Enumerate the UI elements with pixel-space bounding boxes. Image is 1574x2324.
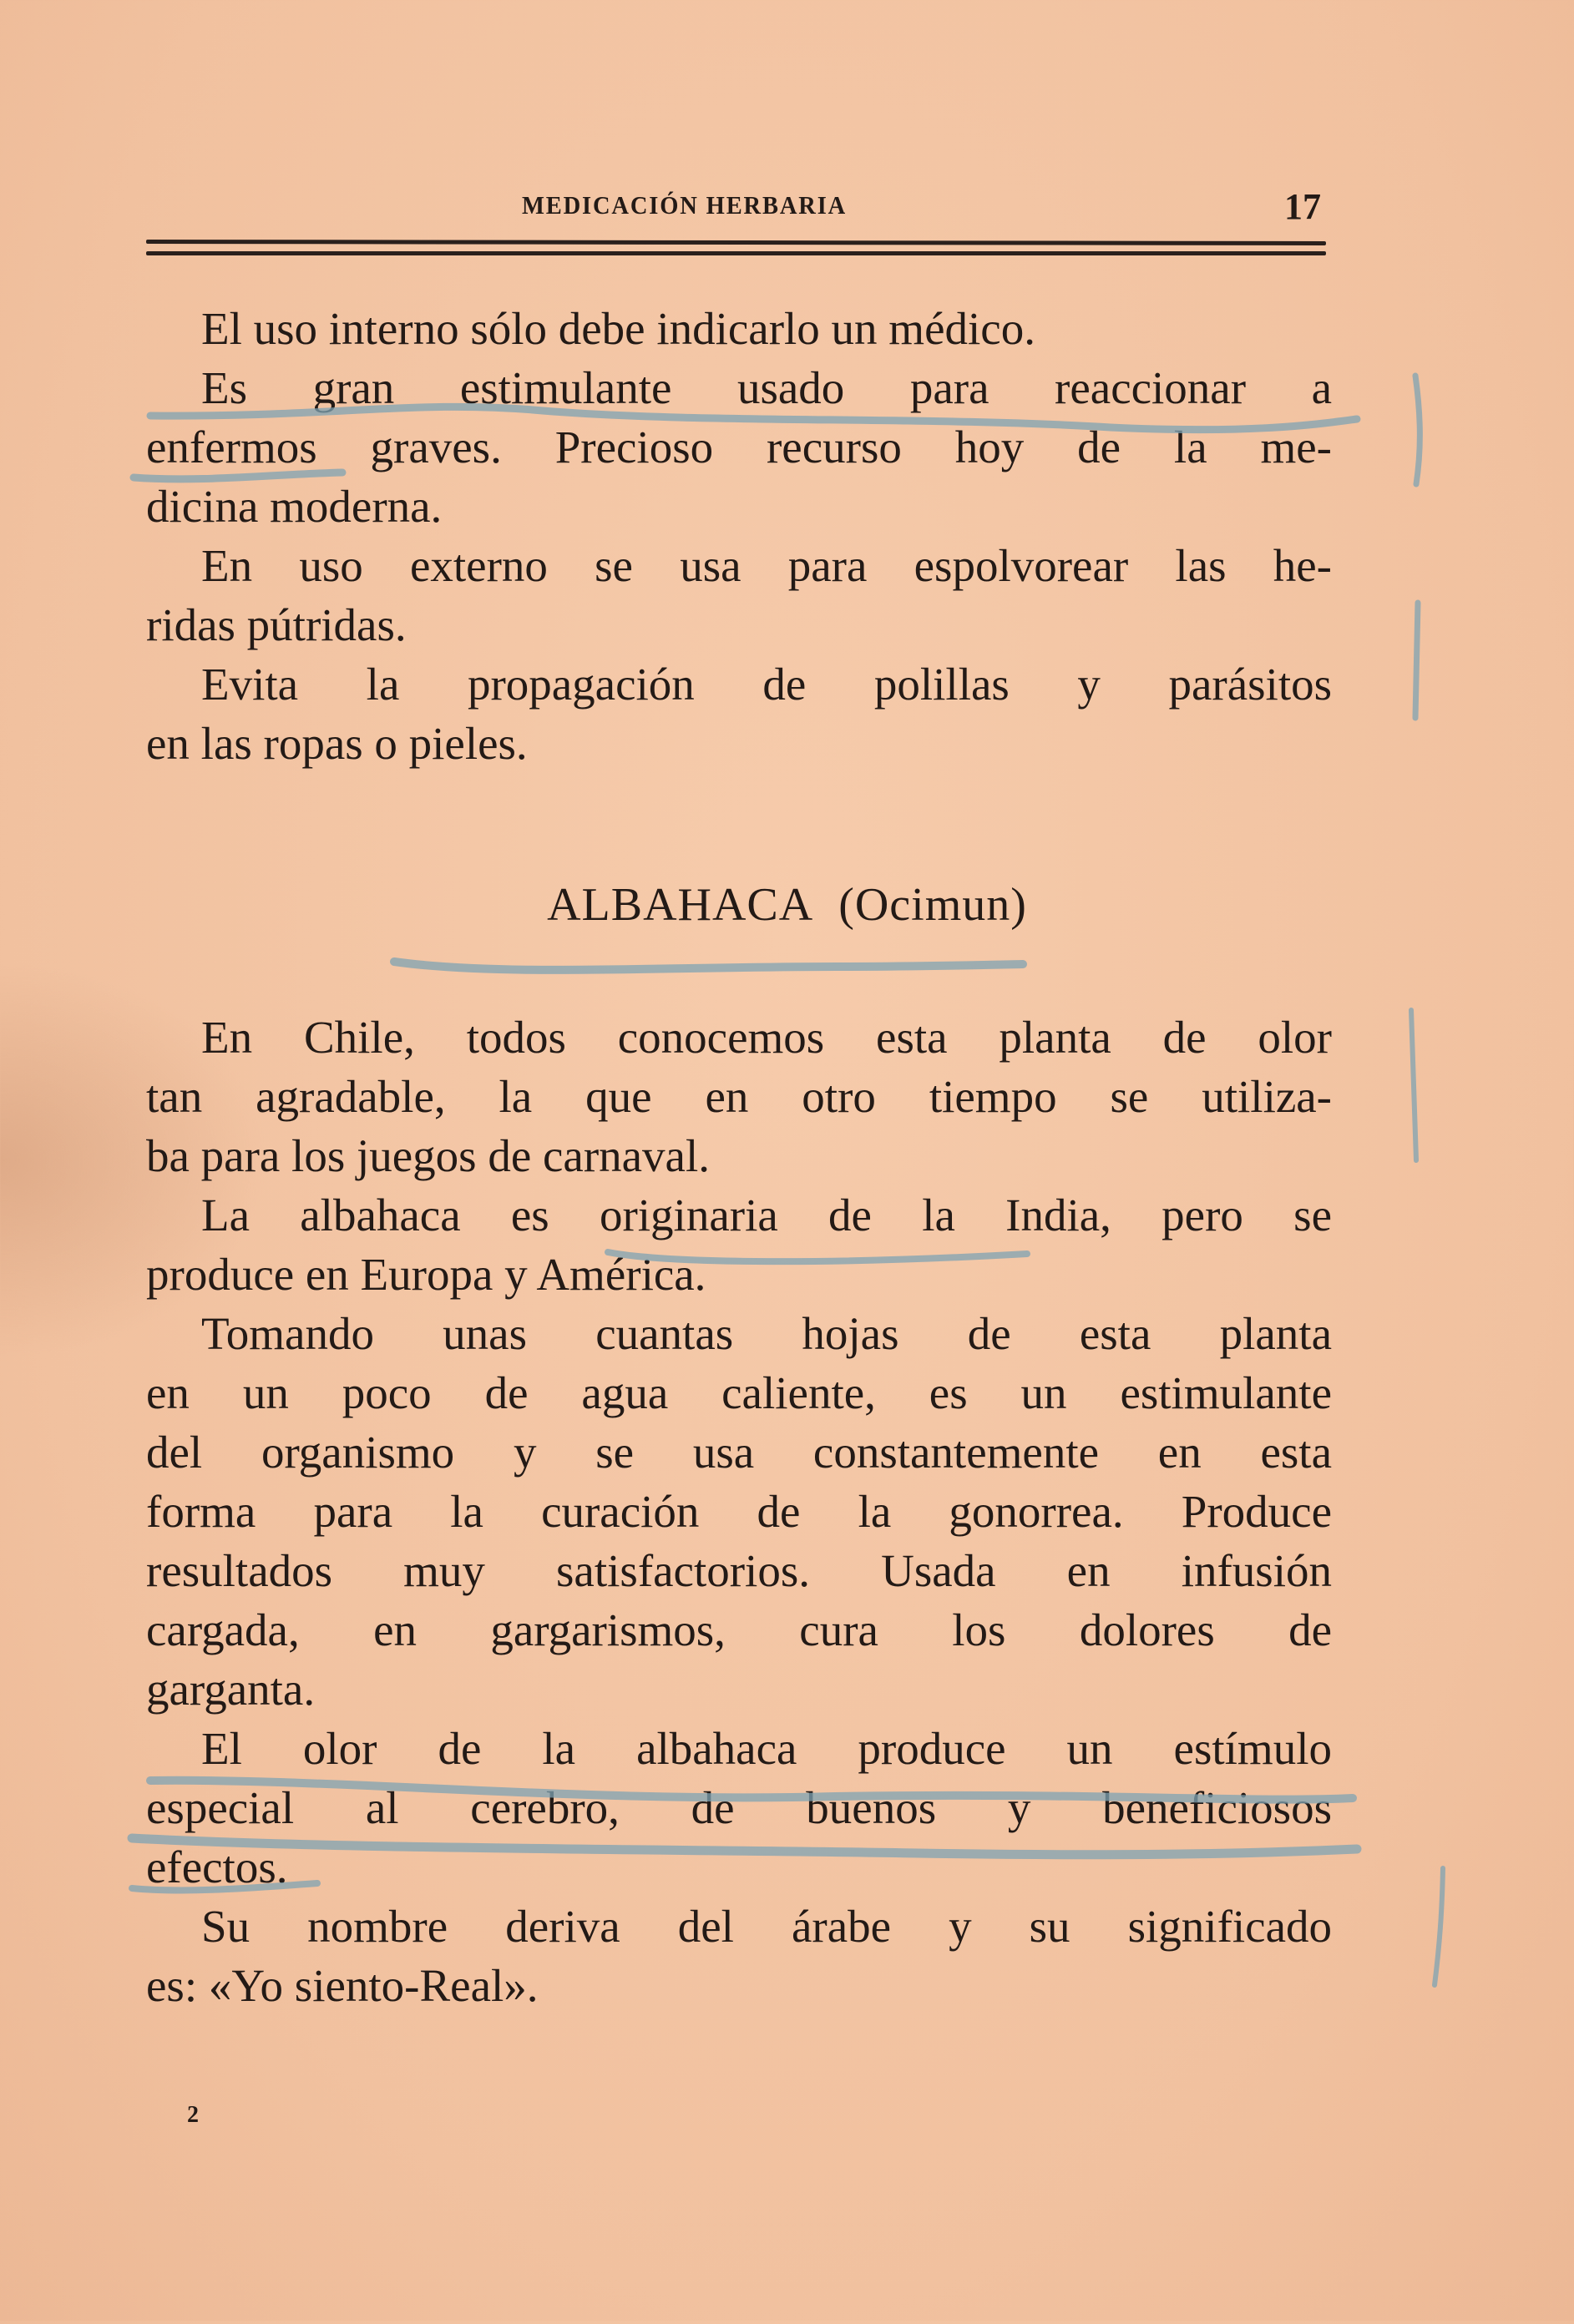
signature-mark: 2 <box>187 2102 199 2128</box>
text-line: resultados muy satisfactorios. Usada en infusión <box>146 1545 1332 1596</box>
pencil-margin-bar <box>1435 1868 1443 1985</box>
text-line: garganta. <box>146 1664 316 1715</box>
section-latin-name: (Ocimun) <box>838 879 1027 931</box>
section-title: ALBAHACA <box>547 879 814 931</box>
text-line: El uso interno sólo debe indicarlo un médico. <box>201 303 1035 354</box>
pencil-margin-bar <box>1415 603 1418 718</box>
header-rule-bottom <box>146 251 1326 255</box>
section-body <box>146 1008 1332 2015</box>
text-line: forma para la curación de la gonorrea. Produce <box>146 1486 1332 1537</box>
header-rule-top <box>146 240 1326 245</box>
text-line: En Chile, todos conocemos esta planta de olor <box>201 1012 1332 1063</box>
pencil-margin-bar <box>1415 376 1420 484</box>
page-number: 17 <box>1284 186 1321 227</box>
text-line: tan agradable, la que en otro tiempo se utiliza- <box>146 1071 1332 1122</box>
text-line: Evita la propagación de polillas y parásitos <box>201 659 1332 710</box>
running-header <box>146 186 1328 227</box>
text-line: en las ropas o pieles. <box>146 718 528 769</box>
text-line: ba para los juegos de carnaval. <box>146 1130 710 1181</box>
text-line: La albahaca es originaria de la India, pero se <box>201 1190 1332 1240</box>
intro-text <box>146 299 1332 773</box>
section-heading <box>0 878 1574 932</box>
text-line: Su nombre deriva del árabe y su significado <box>201 1901 1332 1952</box>
text-line: en un poco de agua caliente, es un estimulante <box>146 1367 1332 1418</box>
pencil-underline <box>394 962 1023 970</box>
text-line: efectos. <box>146 1842 288 1892</box>
text-line: En uso externo se usa para espolvorear las he- <box>201 540 1332 591</box>
pencil-margin-bar <box>1411 1010 1416 1160</box>
text-line: enfermos graves. Precioso recurso hoy de la me- <box>146 422 1332 472</box>
text-line: cargada, en gargarismos, cura los dolores de <box>146 1604 1332 1655</box>
text-line: especial al cerebro, de buenos y beneficiosos <box>146 1782 1332 1833</box>
text-line: Tomando unas cuantas hojas de esta planta <box>201 1308 1332 1359</box>
text-line: El olor de la albahaca produce un estímulo <box>201 1723 1332 1774</box>
text-line: ridas pútridas. <box>146 599 407 650</box>
text-line: del organismo y se usa constantemente en esta <box>146 1427 1332 1478</box>
text-line: dicina moderna. <box>146 481 443 532</box>
text-line: produce en Europa y América. <box>146 1249 706 1300</box>
text-line: es: «Yo siento-Real». <box>146 1960 539 2011</box>
running-title: MEDICACIÓN HERBARIA <box>522 190 848 220</box>
text-line: Es gran estimulante usado para reaccionar a <box>201 362 1332 413</box>
